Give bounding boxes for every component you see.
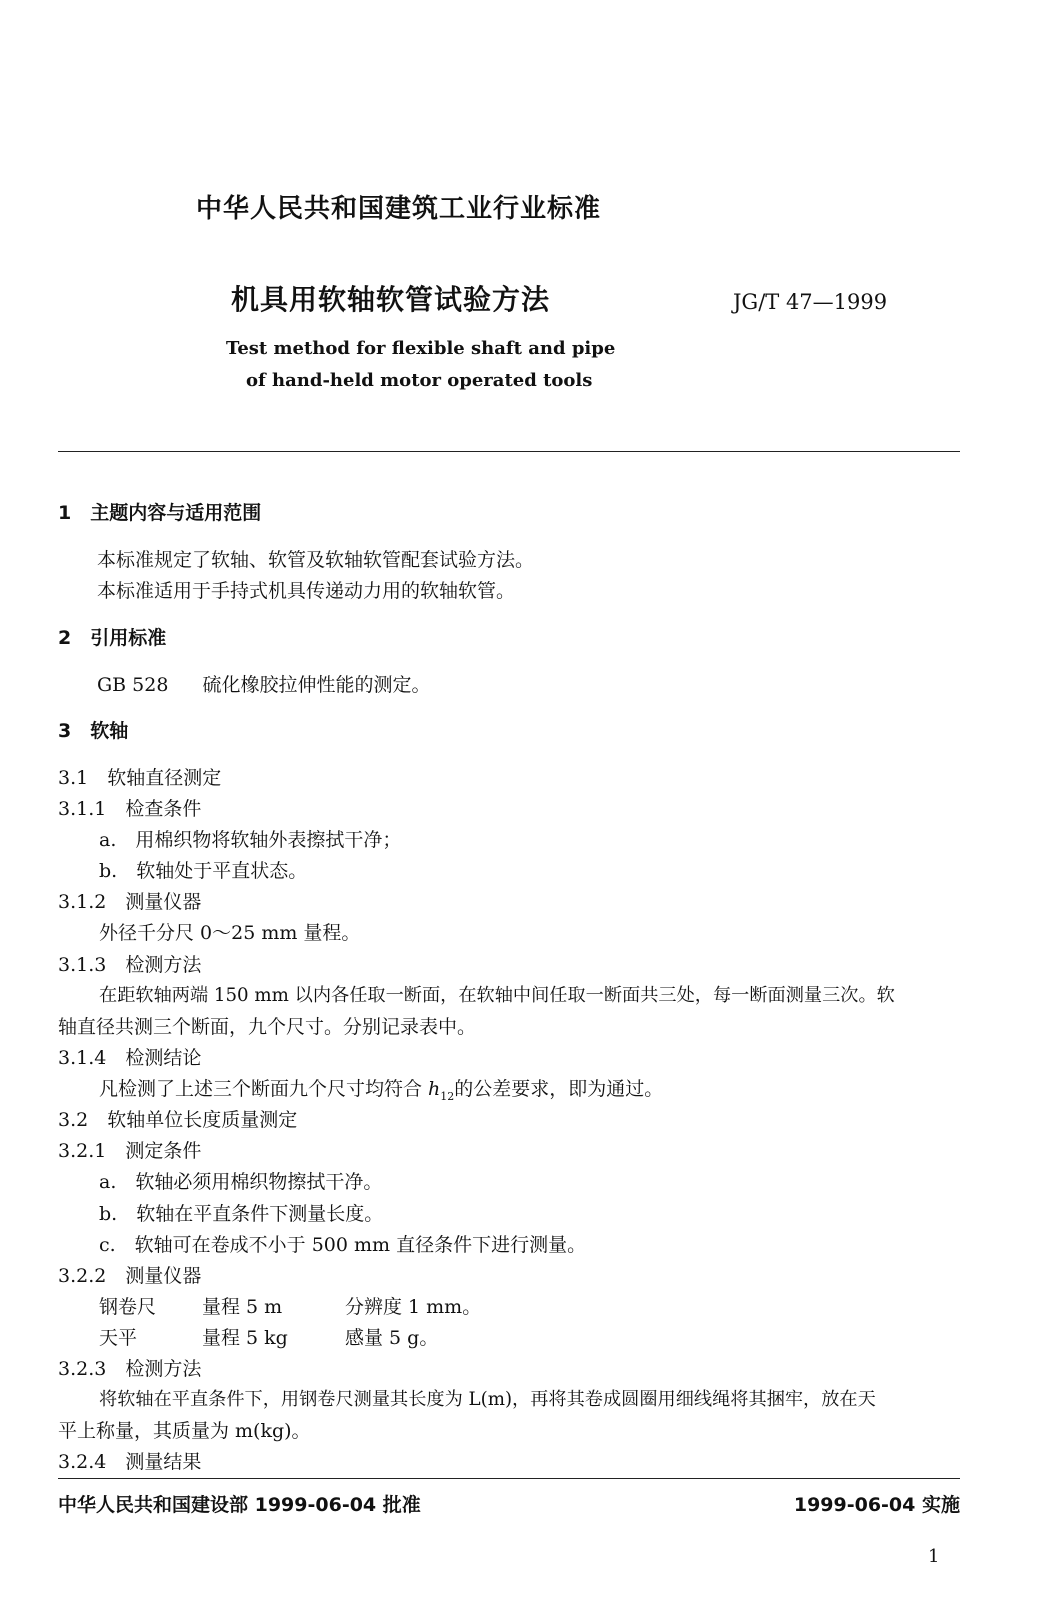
effective-date: 1999-06-04 实施 (793, 1494, 960, 1516)
approval-line: 中华人民共和国建设部 1999-06-04 批准 (58, 1494, 421, 1516)
section-1-paragraph: 本标准适用于手持式机具传递动力用的软轴软管。 (97, 580, 516, 602)
reference-entry (97, 670, 431, 697)
english-title-line1: Test method for flexible shaft and pipe (226, 338, 616, 359)
clause-3-1-4: 3.1.4 检测结论 (58, 1047, 202, 1069)
section-2-heading: 2 引用标准 (58, 627, 167, 649)
list-item: a. 用棉织物将软轴外表擦拭干净； (99, 829, 402, 851)
instrument-precision: 感量 5 g。 (345, 1327, 439, 1349)
clause-3-2-4: 3.2.4 测量结果 (58, 1451, 202, 1473)
section-1-heading: 1 主题内容与适用范围 (58, 502, 262, 524)
clause-text: 轴直径共测三个断面，九个尺寸。分别记录表中。 (58, 1016, 477, 1038)
clause-text: 将软轴在平直条件下，用钢卷尺测量其长度为 L(m)，再将其卷成圆圈用细线绳将其捆牢，放在天 (99, 1389, 876, 1410)
section-3-heading: 3 软轴 (58, 720, 129, 742)
clause-text: 平上称量，其质量为 m(kg)。 (58, 1420, 311, 1442)
section-1-paragraph: 本标准规定了软轴、软管及软轴软管配套试验方法。 (97, 549, 535, 571)
standard-code: JG/T 47—1999 (733, 290, 888, 314)
english-title-line2: of hand-held motor operated tools (246, 370, 593, 391)
reference-title: 硫化橡胶拉伸性能的测定。 (202, 674, 431, 696)
list-item: b. 软轴处于平直状态。 (99, 860, 308, 882)
clause-3-2-2: 3.2.2 测量仪器 (58, 1265, 202, 1287)
clause-3-2: 3.2 软轴单位长度质量测定 (58, 1109, 298, 1131)
clause-3-1-1: 3.1.1 检查条件 (58, 798, 202, 820)
clause-text: 在距软轴两端 150 mm 以内各任取一断面，在软轴中间任取一断面共三处，每一断面测量三次。软 (99, 985, 895, 1006)
instrument-range: 量程 5 kg (202, 1327, 288, 1349)
clause-text: 外径千分尺 0～25 mm 量程。 (99, 922, 361, 944)
instrument-precision: 分辨度 1 mm。 (345, 1296, 482, 1318)
clause-text: 凡检测了上述三个断面九个尺寸均符合 $h_{12}$的公差要求，即为通过。 (99, 1078, 664, 1103)
document-title: 机具用软轴软管试验方法 (231, 283, 551, 316)
header-divider (58, 451, 960, 452)
footer-divider (58, 1478, 960, 1479)
clause-3-2-3: 3.2.3 检测方法 (58, 1358, 202, 1380)
clause-3-1-3: 3.1.3 检测方法 (58, 954, 202, 976)
tolerance-symbol: h (428, 1078, 441, 1100)
list-item: c. 软轴可在卷成不小于 500 mm 直径条件下进行测量。 (99, 1234, 587, 1256)
list-item: a. 软轴必须用棉织物擦拭干净。 (99, 1171, 383, 1193)
clause-3-1-2: 3.1.2 测量仪器 (58, 891, 202, 913)
page-number: 1 (928, 1546, 940, 1567)
list-item: b. 软轴在平直条件下测量长度。 (99, 1203, 384, 1225)
instrument-range: 量程 5 m (202, 1296, 283, 1318)
reference-code: GB 528 (97, 674, 169, 696)
org-title: 中华人民共和国建筑工业行业标准 (196, 194, 602, 224)
tolerance-grade: 12 (440, 1089, 455, 1103)
instrument-name: 天平 (99, 1327, 138, 1349)
clause-3-2-1: 3.2.1 测定条件 (58, 1140, 202, 1162)
clause-3-1: 3.1 软轴直径测定 (58, 767, 222, 789)
instrument-name: 钢卷尺 (99, 1296, 157, 1318)
